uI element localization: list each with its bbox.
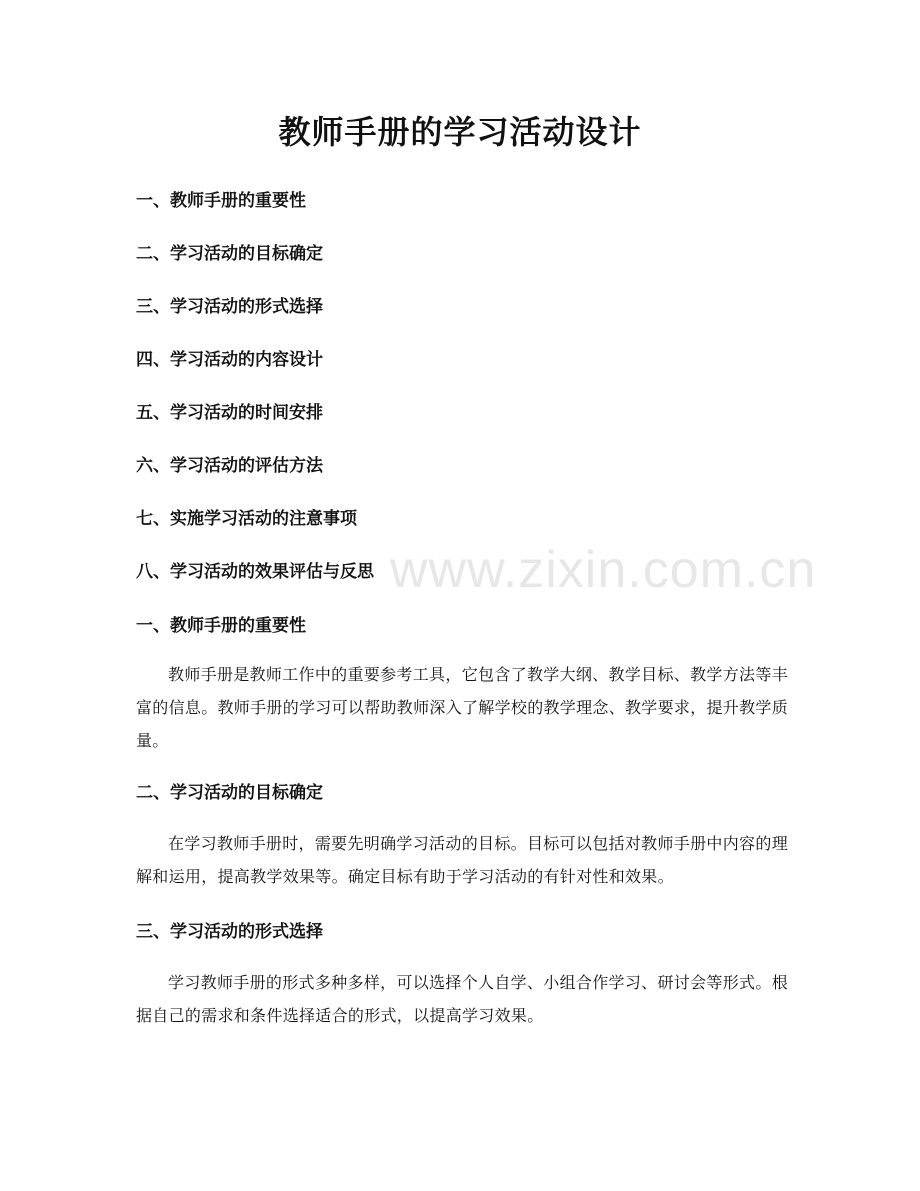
toc-item: 六、学习活动的评估方法 xyxy=(136,456,323,476)
page-title: 教师手册的学习活动设计 xyxy=(278,113,642,151)
toc-item: 二、学习活动的目标确定 xyxy=(136,244,323,264)
toc-item: 一、教师手册的重要性 xyxy=(136,191,306,211)
toc-item: 五、学习活动的时间安排 xyxy=(136,403,323,423)
toc-item: 七、实施学习活动的注意事项 xyxy=(136,509,357,529)
watermark: www.zixin.com.cn xyxy=(390,541,817,599)
section-paragraph: 学习教师手册的形式多种多样，可以选择个人自学、小组合作学习、研讨会等形式。根据自己的需求和条件选择适合的形式，以提高学习效果。 xyxy=(136,973,788,1025)
table-of-contents xyxy=(136,186,796,610)
section-paragraph: 在学习教师手册时，需要先明确学习活动的目标。目标可以包括对教师手册中内容的理解和运用，提高教学效果等。确定目标有助于学习活动的有针对性和效果。 xyxy=(136,834,788,886)
section-heading: 一、教师手册的重要性 xyxy=(136,616,306,636)
section-paragraph: 教师手册是教师工作中的重要参考工具，它包含了教学大纲、教学目标、教学方法等丰富的信息。教师手册的学习可以帮助教师深入了解学校的教学理念、教学要求，提升教学质量。 xyxy=(136,665,789,750)
toc-item: 八、学习活动的效果评估与反思 xyxy=(136,562,374,582)
section-heading: 三、学习活动的形式选择 xyxy=(136,922,323,942)
toc-item: 三、学习活动的形式选择 xyxy=(136,297,323,317)
document-body xyxy=(136,611,788,1053)
section-heading: 二、学习活动的目标确定 xyxy=(136,783,323,803)
toc-item: 四、学习活动的内容设计 xyxy=(136,350,323,370)
